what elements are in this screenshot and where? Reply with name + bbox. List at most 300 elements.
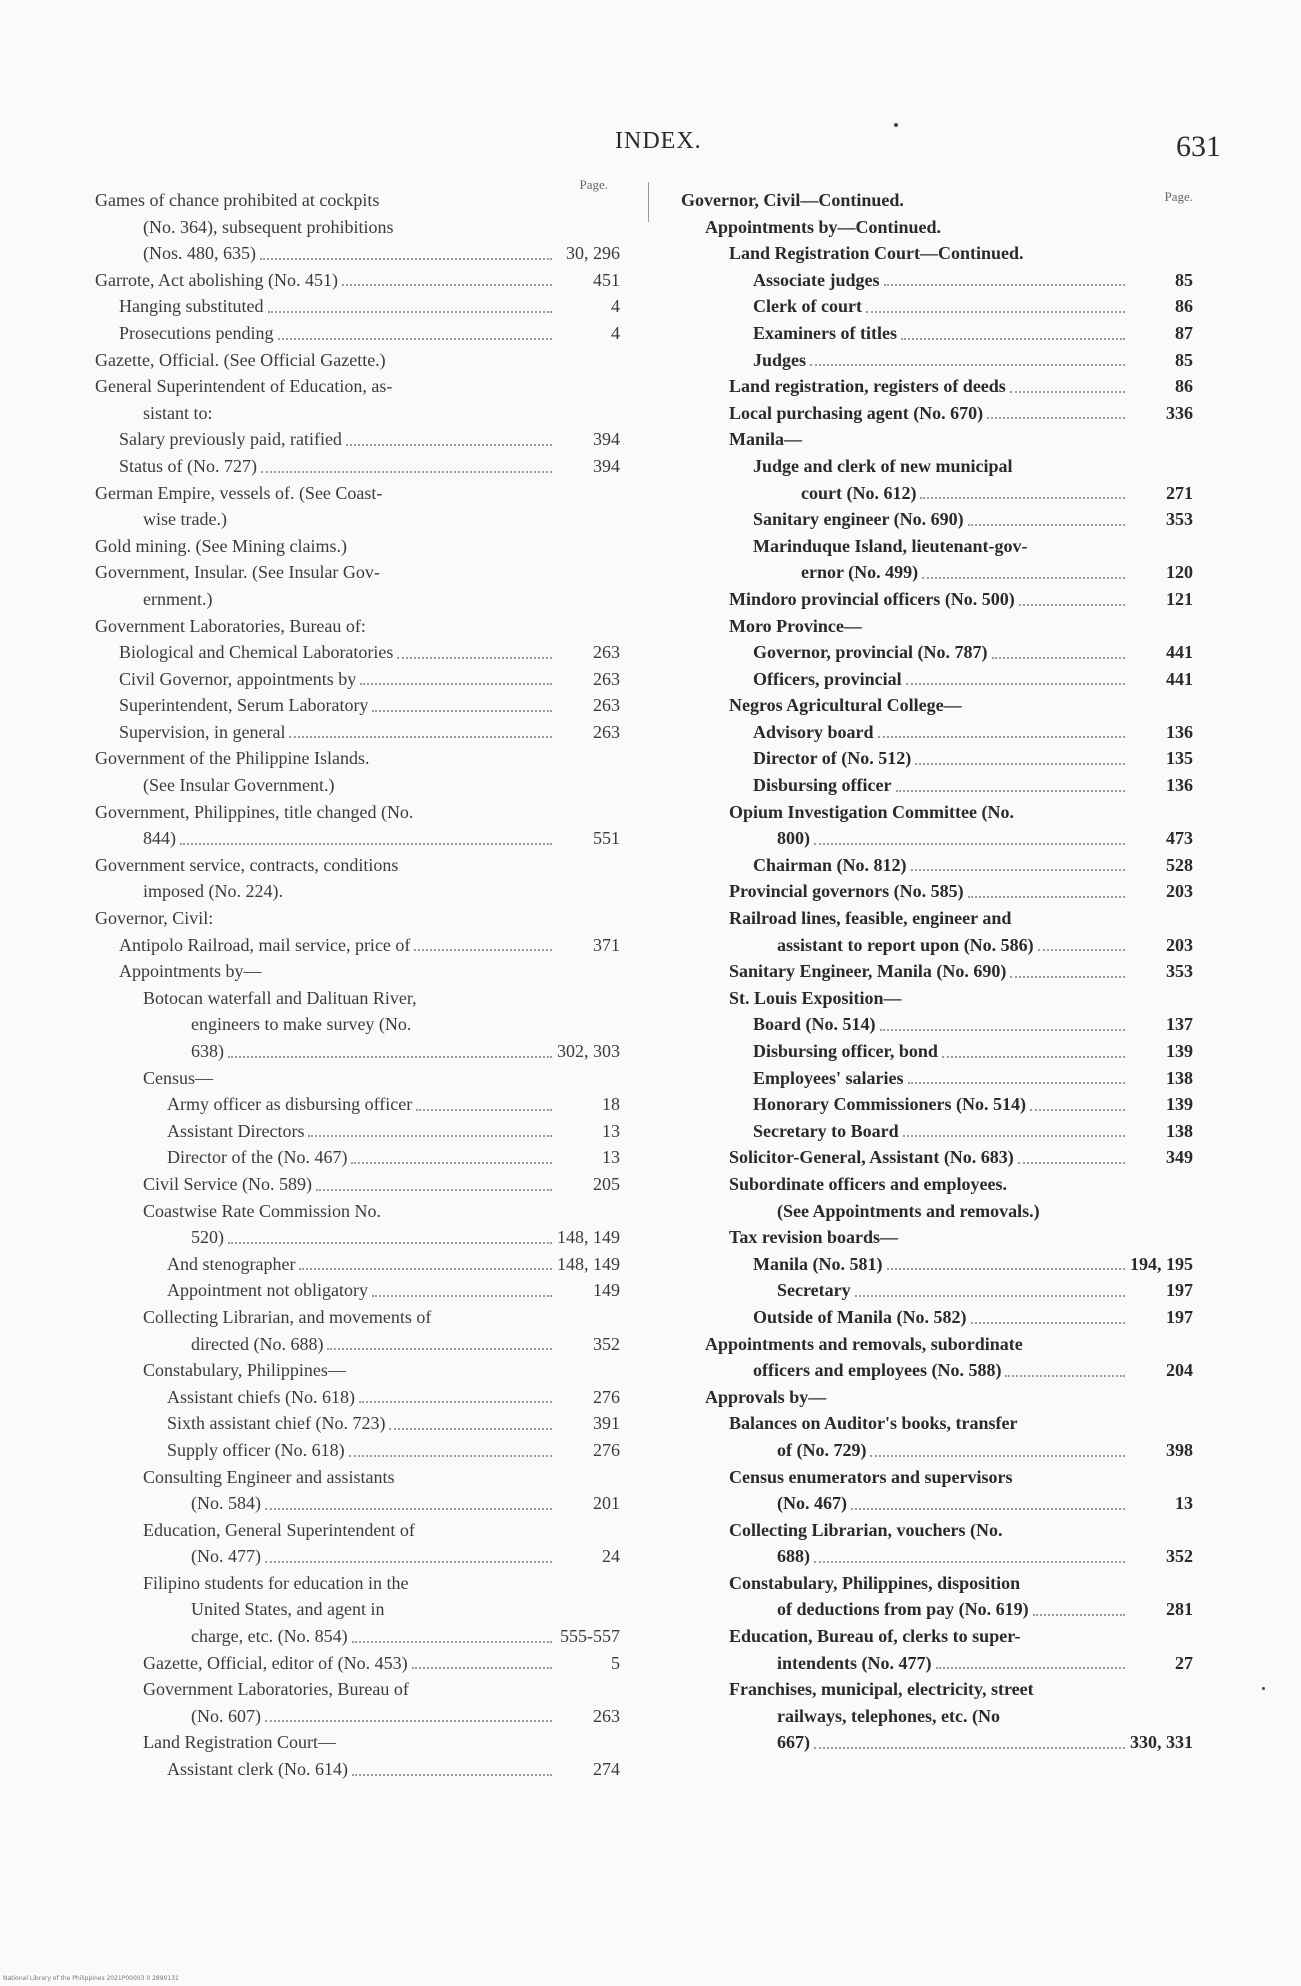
dot-leader (228, 1056, 552, 1058)
entry-text: (See Appointments and removals.) (777, 1200, 1040, 1221)
index-entry (95, 1570, 620, 1650)
index-entry (95, 1676, 620, 1729)
entry-text: Secretary to Board (753, 1120, 899, 1141)
entry-text: Director of (No. 512) (753, 748, 912, 769)
index-entry (681, 1171, 1193, 1224)
dot-leader (1010, 976, 1125, 978)
dot-leader (810, 364, 1125, 366)
index-entry (681, 1065, 1193, 1092)
entry-page-ref: 86 (1175, 296, 1193, 317)
index-entry (681, 719, 1193, 746)
index-entry (95, 559, 620, 612)
entry-page-ref: 205 (593, 1173, 620, 1194)
index-entry (95, 1144, 620, 1171)
dot-leader (922, 577, 1125, 579)
entry-text: Salary previously paid, ratified (119, 429, 342, 450)
index-entry (95, 480, 620, 533)
index-entry (95, 613, 620, 640)
entry-text: Provincial governors (No. 585) (729, 881, 964, 902)
dot-leader (866, 311, 1125, 313)
entry-text: Gazette, Official, editor of (No. 453) (143, 1652, 408, 1673)
index-entry (681, 453, 1193, 506)
entry-page-ref: 30, 296 (566, 243, 620, 264)
entry-text: Government Laboratories, Bureau of: (95, 615, 366, 636)
entry-text: Moro Province— (729, 615, 862, 636)
entry-page-ref: 391 (593, 1413, 620, 1434)
entry-text: Army officer as disbursing officer (167, 1094, 413, 1115)
index-entry (681, 878, 1193, 905)
index-entry (95, 293, 620, 320)
entry-page-ref: 352 (1166, 1546, 1193, 1567)
index-entry (95, 453, 620, 480)
entry-page-ref: 27 (1175, 1652, 1193, 1673)
index-entry (681, 533, 1193, 586)
entry-text: Games of chance prohibited at cockpits (95, 190, 380, 210)
entry-page-ref: 13 (602, 1120, 620, 1141)
entry-text: Collecting Librarian, and movements of (143, 1306, 432, 1327)
index-entry (95, 985, 620, 1065)
entry-text: railways, telephones, etc. (No (777, 1705, 1000, 1726)
entry-page-ref: 263 (593, 642, 620, 663)
index-entry (95, 1304, 620, 1357)
entry-text: (No. 467) (777, 1493, 847, 1514)
dot-leader (880, 1029, 1126, 1031)
dot-leader (942, 1056, 1125, 1058)
index-column-right (681, 187, 1193, 1756)
index-entry (681, 905, 1193, 958)
entry-text: Marinduque Island, lieutenant-gov- (753, 535, 1028, 556)
entry-text: Outside of Manila (No. 582) (753, 1306, 967, 1327)
entry-text: Status of (No. 727) (119, 455, 257, 476)
entry-text: Assistant clerk (No. 614) (167, 1759, 348, 1780)
entry-text: Government, Insular. (See Insular Gov- (95, 562, 380, 583)
entry-text: (No. 584) (191, 1493, 261, 1514)
dot-leader (228, 1242, 552, 1244)
entry-page-ref: 4 (611, 296, 620, 317)
entry-text: court (No. 612) (801, 482, 917, 503)
entry-text: Manila (No. 581) (753, 1253, 883, 1274)
dot-leader (968, 896, 1125, 898)
entry-page-ref: 336 (1166, 402, 1193, 423)
dot-leader (414, 949, 552, 951)
entry-page-ref: 441 (1166, 642, 1193, 663)
index-entry (95, 1729, 620, 1756)
entry-page-ref: 120 (1166, 562, 1193, 583)
entry-text: charge, etc. (No. 854) (191, 1626, 348, 1647)
entry-page-ref: 263 (593, 1705, 620, 1726)
index-entry (95, 852, 620, 905)
index-entry (95, 1251, 620, 1278)
entry-text: Assistant chiefs (No. 618) (167, 1386, 355, 1407)
index-entry (681, 985, 1193, 1012)
entry-page-ref: 263 (593, 695, 620, 716)
entry-text: 520) (191, 1227, 224, 1248)
index-entry (681, 586, 1193, 613)
entry-page-ref: 349 (1166, 1147, 1193, 1168)
entry-text: of deductions from pay (No. 619) (777, 1599, 1029, 1620)
entry-text: Officers, provincial (753, 668, 902, 689)
index-entry (681, 426, 1193, 453)
index-entry (681, 613, 1193, 640)
entry-text: Government Laboratories, Bureau of (143, 1679, 409, 1700)
entry-text: Appointments by—Continued. (705, 216, 942, 237)
entry-text: Education, General Superintendent of (143, 1519, 415, 1540)
entry-page-ref: 271 (1166, 482, 1193, 503)
entry-text: Judge and clerk of new municipal (753, 455, 1013, 476)
index-entry (681, 1570, 1193, 1623)
entry-text: engineers to make survey (No. (191, 1014, 412, 1035)
index-entry (95, 1437, 620, 1464)
entry-text: 638) (191, 1041, 224, 1061)
entry-text: Sanitary engineer (No. 690) (753, 509, 964, 530)
dot-leader (299, 1268, 552, 1270)
dot-leader (901, 338, 1125, 340)
entry-text: Hanging substituted (119, 296, 264, 317)
dot-leader (308, 1135, 552, 1137)
index-entry (95, 799, 620, 852)
index-entry (95, 719, 620, 746)
entry-text: Governor, Civil—Continued. (681, 190, 904, 210)
index-entry (681, 320, 1193, 347)
entry-page-ref: 87 (1175, 322, 1193, 343)
index-entry (681, 639, 1193, 666)
dot-leader (1010, 391, 1125, 393)
footer-attribution: National Library of the Philippines 2021P00003 0 2890131 (3, 1975, 179, 1982)
entry-text: Honorary Commissioners (No. 514) (753, 1094, 1026, 1115)
entry-page-ref: 451 (593, 269, 620, 290)
index-entry (95, 1756, 620, 1783)
entry-text: Antipolo Railroad, mail service, price of (119, 934, 411, 955)
index-entry (681, 1517, 1193, 1570)
entry-text: (No. 477) (191, 1546, 261, 1567)
index-entry (95, 1171, 620, 1198)
entry-text: (Nos. 480, 635) (143, 243, 256, 264)
print-speck (1262, 1687, 1265, 1690)
index-entry (681, 1304, 1193, 1331)
entry-text: Filipino students for education in the (143, 1572, 409, 1593)
entry-text: Census enumerators and supervisors (729, 1466, 1013, 1487)
entry-text: Associate judges (753, 269, 880, 290)
dot-leader (1038, 949, 1125, 951)
index-entry (95, 1384, 620, 1411)
entry-text: Constabulary, Philippines, disposition (729, 1572, 1021, 1593)
dot-leader (416, 1109, 552, 1111)
entry-text: Botocan waterfall and Dalituan River, (143, 987, 417, 1008)
entry-text: of (No. 729) (777, 1439, 867, 1460)
entry-text: Government service, contracts, conditions (95, 854, 399, 875)
entry-text: intendents (No. 477) (777, 1652, 932, 1673)
entry-text: assistant to report upon (No. 586) (777, 934, 1034, 955)
dot-leader (349, 1455, 552, 1457)
entry-page-ref: 394 (593, 455, 620, 476)
index-entry (95, 187, 620, 267)
entry-text: Prosecutions pending (119, 322, 274, 343)
dot-leader (903, 1135, 1125, 1137)
entry-text: Balances on Auditor's books, transfer (729, 1413, 1018, 1434)
entry-page-ref: 398 (1166, 1439, 1193, 1460)
dot-leader (1005, 1375, 1125, 1377)
entry-page-ref: 148, 149 (557, 1227, 620, 1248)
entry-text: Land registration, registers of deeds (729, 376, 1006, 397)
page-column-label: Page. (1164, 189, 1193, 204)
entry-page-ref: 135 (1166, 748, 1193, 769)
dot-leader (260, 258, 552, 260)
entry-text: directed (No. 688) (191, 1333, 324, 1354)
entry-page-ref: 203 (1166, 934, 1193, 955)
dot-leader (261, 471, 552, 473)
dot-leader (351, 1162, 552, 1164)
dot-leader (372, 710, 552, 712)
entry-page-ref: 263 (593, 668, 620, 689)
entry-page-ref: 137 (1166, 1014, 1193, 1035)
entry-text: Examiners of titles (753, 322, 897, 343)
dot-leader (289, 736, 552, 738)
index-entry (681, 267, 1193, 294)
index-entry (681, 1144, 1193, 1171)
entry-page-ref: 276 (593, 1386, 620, 1407)
entry-page-ref: 528 (1166, 854, 1193, 875)
index-entry (95, 1464, 620, 1517)
entry-text: ernment.) (143, 588, 213, 609)
entry-page-ref: 18 (602, 1094, 620, 1115)
index-entry (95, 1118, 620, 1145)
dot-leader (265, 1720, 552, 1722)
index-entry (681, 373, 1193, 400)
index-entry (681, 1277, 1193, 1304)
entry-page-ref: 274 (593, 1759, 620, 1780)
index-entry (681, 852, 1193, 879)
index-entry (681, 772, 1193, 799)
entry-page-ref: 138 (1166, 1120, 1193, 1141)
entry-text: 688) (777, 1546, 810, 1567)
dot-leader (360, 683, 552, 685)
dot-leader (346, 444, 552, 446)
dot-leader (906, 683, 1125, 685)
index-entry (95, 373, 620, 426)
dot-leader (855, 1295, 1125, 1297)
index-entry (681, 400, 1193, 427)
dot-leader (316, 1189, 552, 1191)
index-entry (681, 1623, 1193, 1676)
entry-page-ref: 276 (593, 1439, 620, 1460)
entry-page-ref: 4 (611, 322, 620, 343)
entry-page-ref: 197 (1166, 1306, 1193, 1327)
dot-leader (814, 1561, 1125, 1563)
entry-page-ref: 263 (593, 721, 620, 742)
entry-text: Sanitary Engineer, Manila (No. 690) (729, 961, 1007, 982)
dot-leader (884, 284, 1126, 286)
entry-page-ref: 139 (1166, 1094, 1193, 1115)
entry-page-ref: 85 (1175, 269, 1193, 290)
dot-leader (265, 1561, 552, 1563)
index-entry (681, 1331, 1193, 1384)
dot-leader (896, 790, 1126, 792)
entry-text: Disbursing officer, bond (753, 1041, 938, 1061)
entry-page-ref: 13 (1175, 1493, 1193, 1514)
entry-text: Civil Governor, appointments by (119, 668, 357, 689)
entry-text: Sixth assistant chief (No. 723) (167, 1413, 386, 1434)
dot-leader (814, 1747, 1125, 1749)
index-entry (681, 347, 1193, 374)
entry-text: Superintendent, Serum Laboratory (119, 695, 369, 716)
index-entry (681, 745, 1193, 772)
dot-leader (1033, 1614, 1125, 1616)
entry-text: Coastwise Rate Commission No. (143, 1200, 381, 1221)
entry-text: (No. 364), subsequent prohibitions (143, 216, 394, 237)
entry-page-ref: 197 (1166, 1280, 1193, 1301)
entry-text: Chairman (No. 812) (753, 854, 907, 875)
entry-text: Judges (753, 349, 807, 370)
entry-page-ref: 473 (1166, 828, 1193, 849)
entry-page-ref: 302, 303 (557, 1041, 620, 1061)
index-entry (681, 958, 1193, 985)
dot-leader (887, 1268, 1126, 1270)
index-entry (681, 1038, 1193, 1065)
entry-text: Secretary (777, 1280, 851, 1301)
entry-text: (See Insular Government.) (143, 775, 335, 796)
entry-text: Consulting Engineer and assistants (143, 1466, 395, 1487)
index-entry (681, 1251, 1193, 1278)
index-entry (681, 1118, 1193, 1145)
index-entry (95, 958, 620, 985)
entry-text: Gazette, Official. (See Official Gazette.) (95, 349, 386, 370)
print-speck (894, 123, 898, 127)
entry-text: Solicitor-General, Assistant (No. 683) (729, 1147, 1014, 1168)
entry-page-ref: 139 (1166, 1041, 1193, 1061)
page-title: INDEX. (615, 128, 702, 154)
entry-page-ref: 204 (1166, 1360, 1193, 1381)
dot-leader (911, 869, 1126, 871)
entry-text: Clerk of court (753, 296, 862, 317)
index-entry (95, 1091, 620, 1118)
entry-text: Opium Investigation Committee (No. (729, 801, 1014, 822)
entry-text: Governor, provincial (No. 787) (753, 642, 988, 663)
entry-page-ref: 353 (1166, 509, 1193, 530)
index-entry (95, 1410, 620, 1437)
entry-text: Appointments and removals, subordinate (705, 1333, 1023, 1354)
index-entry (95, 1277, 620, 1304)
entry-text: imposed (No. 224). (143, 881, 283, 902)
entry-page-ref: 24 (602, 1546, 620, 1567)
entry-page-ref: 394 (593, 429, 620, 450)
dot-leader (1030, 1109, 1125, 1111)
index-entry (95, 905, 620, 932)
entry-text: Education, Bureau of, clerks to super- (729, 1626, 1021, 1647)
dot-leader (908, 1082, 1126, 1084)
dot-leader (936, 1667, 1125, 1669)
entry-text: Government, Philippines, title changed (No. (95, 801, 414, 822)
dot-leader (268, 311, 553, 313)
index-entry (681, 692, 1193, 719)
dot-leader (1019, 604, 1125, 606)
index-entry (95, 320, 620, 347)
index-entry (681, 1224, 1193, 1251)
entry-text: United States, and agent in (191, 1599, 385, 1620)
index-entry (681, 666, 1193, 693)
index-entry (95, 1650, 620, 1677)
dot-leader (397, 657, 552, 659)
index-column-left (95, 177, 620, 1783)
entry-text: 667) (777, 1732, 810, 1753)
entry-text: ernor (No. 499) (801, 562, 919, 583)
entry-text: (No. 607) (191, 1705, 261, 1726)
index-entry (681, 214, 1193, 241)
dot-leader (920, 497, 1125, 499)
dot-leader (389, 1428, 552, 1430)
entry-text: Franchises, municipal, electricity, street (729, 1679, 1034, 1700)
entry-text: Supervision, in general (119, 721, 286, 742)
index-entry (95, 533, 620, 560)
entry-page-ref: 5 (611, 1652, 620, 1673)
entry-text: Garrote, Act abolishing (No. 451) (95, 269, 338, 290)
index-entry (95, 639, 620, 666)
entry-text: Gold mining. (See Mining claims.) (95, 535, 347, 556)
entry-text: Government of the Philippine Islands. (95, 748, 370, 769)
entry-text: Director of the (No. 467) (167, 1147, 348, 1168)
entry-page-ref: 194, 195 (1130, 1253, 1193, 1274)
entry-page-ref: 551 (593, 828, 620, 849)
dot-leader (412, 1667, 552, 1669)
entry-page-ref: 136 (1166, 721, 1193, 742)
entry-text: Local purchasing agent (No. 670) (729, 402, 984, 423)
index-entry (681, 293, 1193, 320)
dot-leader (878, 736, 1125, 738)
entry-text: Board (No. 514) (753, 1014, 876, 1035)
dot-leader (342, 284, 552, 286)
entry-page-ref: 353 (1166, 961, 1193, 982)
entry-text: Subordinate officers and employees. (729, 1173, 1007, 1194)
entry-text: Governor, Civil: (95, 908, 214, 929)
entry-text: officers and employees (No. 588) (753, 1360, 1002, 1381)
entry-text: Approvals by— (705, 1386, 827, 1407)
entry-page-ref: 148, 149 (557, 1253, 620, 1274)
entry-text: Biological and Chemical Laboratories (119, 642, 394, 663)
dot-leader (327, 1348, 552, 1350)
entry-text: sistant to: (143, 402, 213, 423)
dot-leader (180, 843, 552, 845)
dot-leader (372, 1295, 552, 1297)
entry-text: wise trade.) (143, 509, 227, 530)
entry-text: Constabulary, Philippines— (143, 1360, 346, 1381)
entry-text: And stenographer (167, 1253, 296, 1274)
entry-text: Civil Service (No. 589) (143, 1173, 312, 1194)
index-entry (95, 692, 620, 719)
entry-text: German Empire, vessels of. (See Coast- (95, 482, 383, 503)
entry-text: Assistant Directors (167, 1120, 305, 1141)
index-entry (95, 932, 620, 959)
index-entry (95, 745, 620, 798)
entry-page-ref: 441 (1166, 668, 1193, 689)
index-entry (681, 1410, 1193, 1463)
entry-text: Negros Agricultural College— (729, 695, 962, 716)
entry-page-ref: 352 (593, 1333, 620, 1354)
index-entry (95, 1065, 620, 1092)
page-column-label: Page. (579, 177, 608, 192)
entry-page-ref: 85 (1175, 349, 1193, 370)
index-entry (95, 1517, 620, 1570)
column-divider (648, 182, 649, 222)
index-entry (95, 1198, 620, 1251)
dot-leader (870, 1455, 1125, 1457)
index-entry (95, 666, 620, 693)
entry-text: Disbursing officer (753, 775, 892, 796)
dot-leader (987, 417, 1125, 419)
dot-leader (265, 1508, 552, 1510)
entry-page-ref: 13 (602, 1147, 620, 1168)
entry-text: Railroad lines, feasible, engineer and (729, 908, 1012, 929)
index-entry (681, 1676, 1193, 1756)
entry-text: Census— (143, 1067, 214, 1088)
